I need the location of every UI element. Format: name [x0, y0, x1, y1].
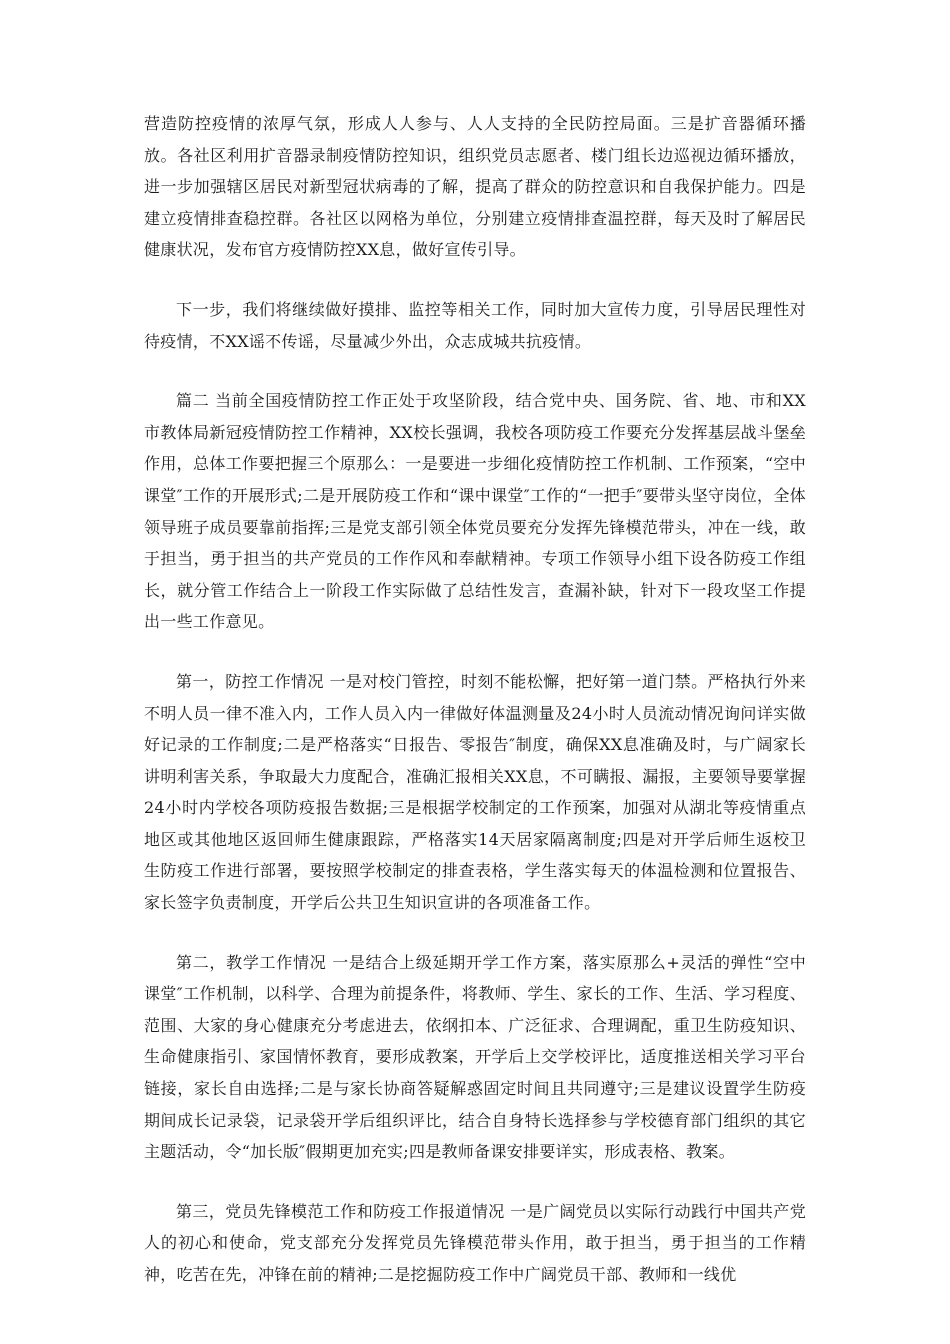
paragraph-continuation: 营造防控疫情的浓厚气氛，形成人人参与、人人支持的全民防控局面。三是扩音器循环播放。各社区利用扩音器录制疫情防控知识，组织党员志愿者、楼门组长边巡视边循环播放，进一步加强辖区居民对新型冠状病毒的了解，提高了群众的防控意识和自我保护能力。四是建立疫情排查稳控群。各社区以网格为单位，分别建立疫情排查温控群，每天及时了解居民健康状况，发布官方疫情防控XX息，做好宣传引导。	[144, 114, 806, 260]
paragraph-part-two: 篇二 当前全国疫情防控工作正处于攻坚阶段，结合党中央、国务院、省、地、市和XX市教体局新冠疫情防控工作精神，XX校长强调，我校各项防疫工作要充分发挥基层战斗堡垒作用，总体工作要把握三个原那么：一是要进一步细化疫情防控工作机制、工作预案，“空中课堂″工作的开展形式;二是开展防疫工作和“课中课堂″工作的“一把手″要带头坚守岗位，全体领导班子成员要靠前指挥;三是党支部引领全体党员要充分发挥先锋模范带头，冲在一线，敢于担当，勇于担当的共产党员的工作作风和奉献精神。专项工作领导小组下设各防疫工作组长，就分管工作结合上一阶段工作实际做了总结性发言，查漏补缺，针对下一段攻坚工作提出一些工作意见。	[144, 391, 806, 632]
paragraph-next-steps: 下一步，我们将继续做好摸排、监控等相关工作，同时加大宣传力度，引导居民理性对待疫情，不XX谣不传谣，尽量减少外出，众志成城共抗疫情。	[144, 299, 806, 351]
paragraph-party-members: 第三，党员先锋模范工作和防疫工作报道情况 一是广阔党员以实际行动践行中国共产党人的初心和使命，党支部充分发挥党员先锋模范带头作用，敢于担当，勇于担当的工作精神，吃苦在先，冲锋在前的精神;二是挖掘防疫工作中广阔党员干部、教师和一线优	[144, 1201, 806, 1284]
document-page	[144, 108, 806, 1319]
paragraph-prevention-work: 第一，防控工作情况 一是对校门管控，时刻不能松懈，把好第一道门禁。严格执行外来不明人员一律不准入内，工作人员入内一律做好体温测量及24小时人员流动情况询问详实做好记录的工作制度;二是严格落实“日报告、零报告″制度，确保XX息准确及时，与广阔家长讲明利害关系，争取最大力度配合，准确汇报相关XX息，不可瞒报、漏报，主要领导要掌握24小时内学校各项防疫报告数据;三是根据学校制定的工作预案，加强对从湖北等疫情重点地区或其他地区返回师生健康跟踪，严格落实14天居家隔离制度;四是对开学后师生返校卫生防疫工作进行部署，要按照学校制定的排查表格，学生落实每天的体温检测和位置报告、家长签字负责制度，开学后公共卫生知识宣讲的各项准备工作。	[144, 671, 806, 913]
paragraph-teaching-work: 第二，教学工作情况 一是结合上级延期开学工作方案，落实原那么+灵活的弹性“空中课堂″工作机制，以科学、合理为前提条件，将教师、学生、家长的工作、生活、学习程度、范围、大家的身心健康充分考虑进去，依纲扣本、广泛征求、合理调配，重卫生防疫知识、生命健康指引、家国情怀教育，要形成教案，开学后上交学校评比，适度推送相关学习平台链接，家长自由选择;二是与家长协商答疑解惑固定时间且共同遵守;三是建议设置学生防疫期间成长记录袋，记录袋开学后组织评比，结合自身特长选择参与学校德育部门组织的其它主题活动，令“加长版″假期更加充实;四是教师备课安排要详实，形成表格、教案。	[144, 952, 806, 1162]
